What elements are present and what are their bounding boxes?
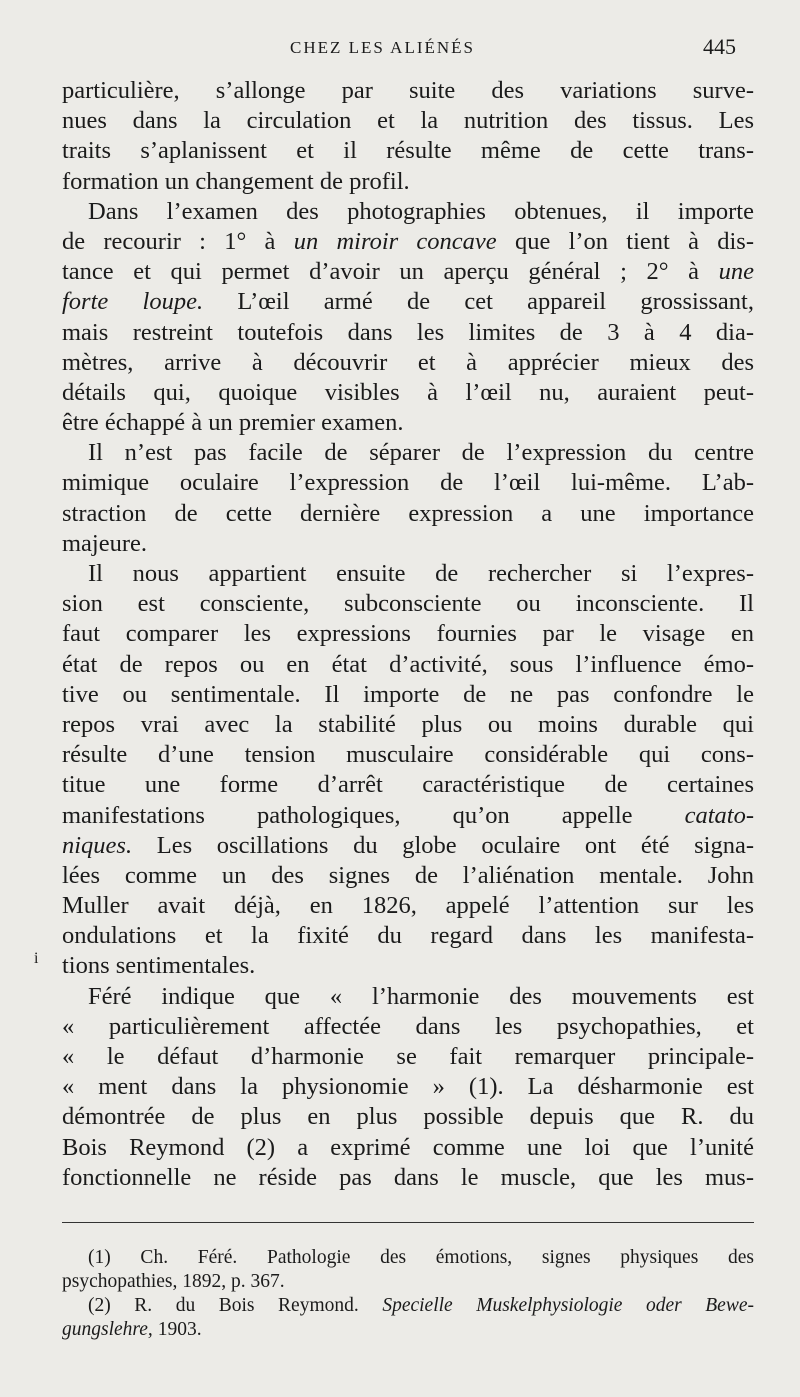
text-line: tions sentimentales. [62, 952, 256, 980]
text-line: straction de cette dernière expression a une importance [62, 499, 754, 527]
text-line: Muller avait déjà, en 1826, appelé l’attention sur les [62, 892, 754, 920]
text-line: « le défaut d’harmonie se fait remarquer principale- [62, 1043, 754, 1070]
running-head: CHEZ LES ALIÉNÉS [290, 38, 475, 57]
text-line: démontrée de plus en plus possible depuis que R. du [62, 1103, 754, 1131]
text-line: de recourir : 1° à un miroir concave que l’on tient à dis- [62, 227, 754, 255]
text-line: traits s’aplanissent et il résulte même de cette trans- [62, 137, 754, 165]
text-line: Féré indique que « l’harmonie des mouvements est [88, 982, 754, 1010]
body-text [62, 76, 754, 1193]
footnotes [62, 1246, 754, 1342]
text-line: « particulièrement affectée dans les psychopathies, et [62, 1012, 754, 1040]
text-line: résulte d’une tension musculaire considérable qui cons- [62, 741, 754, 769]
text-line: être échappé à un premier examen. [62, 409, 404, 437]
text-line: particulière, s’allonge par suite des variations surve- [62, 77, 754, 104]
text-line: tance et qui permet d’avoir un aperçu général ; 2° à une [62, 258, 754, 286]
page-header [0, 36, 800, 66]
footnote-rule [62, 1222, 754, 1223]
footnote-line: psychopathies, 1892, p. 367. [62, 1271, 285, 1292]
text-line: titue une forme d’arrêt caractéristique de certaines [62, 771, 754, 799]
text-line: état de repos ou en état d’activité, sous l’influence émo- [62, 650, 754, 678]
text-line: lées comme un des signes de l’aliénation mentale. John [62, 861, 754, 889]
text-line: forte loupe. L’œil armé de cet appareil grossissant, [62, 288, 754, 316]
text-line: mètres, arrive à découvrir et à apprécier mieux des [62, 348, 754, 376]
text-line: majeure. [62, 529, 148, 557]
text-line: détails qui, quoique visibles à l’œil nu, auraient peut- [62, 378, 754, 406]
text-line: repos vrai avec la stabilité plus ou moins durable qui [62, 710, 754, 738]
text-line: nues dans la circulation et la nutrition des tissus. Les [62, 107, 754, 135]
page-number: 445 [703, 34, 736, 59]
text-line: mimique oculaire l’expression de l’œil lui-même. L’ab- [62, 469, 754, 497]
text-line: tive ou sentimentale. Il importe de ne pas confondre le [62, 680, 754, 708]
text-line: formation un changement de profil. [62, 167, 410, 195]
text-line: ondulations et la fixité du regard dans les manifesta- [62, 922, 754, 950]
margin-mark: i [34, 950, 39, 967]
text-line: manifestations pathologiques, qu’on appelle catato- [62, 801, 754, 829]
text-line: niques. Les oscillations du globe oculaire ont été signa- [62, 831, 754, 859]
text-line: fonctionnelle ne réside pas dans le muscle, que les mus- [62, 1163, 754, 1191]
text-line: mais restreint toutefois dans les limites de 3 à 4 dia- [62, 318, 754, 346]
text-line: faut comparer les expressions fournies par le visage en [62, 620, 754, 648]
footnote-line: (2) R. du Bois Reymond. Specielle Muskelphysiologie oder Bewe- [88, 1295, 754, 1316]
footnote-line: (1) Ch. Féré. Pathologie des émotions, signes physiques des [88, 1247, 754, 1268]
text-line: Bois Reymond (2) a exprimé comme une loi que l’unité [62, 1133, 754, 1161]
text-line: Il nous appartient ensuite de rechercher si l’expres- [88, 560, 754, 587]
text-line: Dans l’examen des photographies obtenues, il importe [88, 197, 754, 225]
footnote-line: gungslehre, 1903. [62, 1319, 202, 1340]
text-line: sion est consciente, subconsciente ou inconsciente. Il [62, 590, 754, 618]
text-line: « ment dans la physionomie » (1). La désharmonie est [62, 1073, 754, 1101]
text-line: Il n’est pas facile de séparer de l’expression du centre [88, 439, 754, 467]
